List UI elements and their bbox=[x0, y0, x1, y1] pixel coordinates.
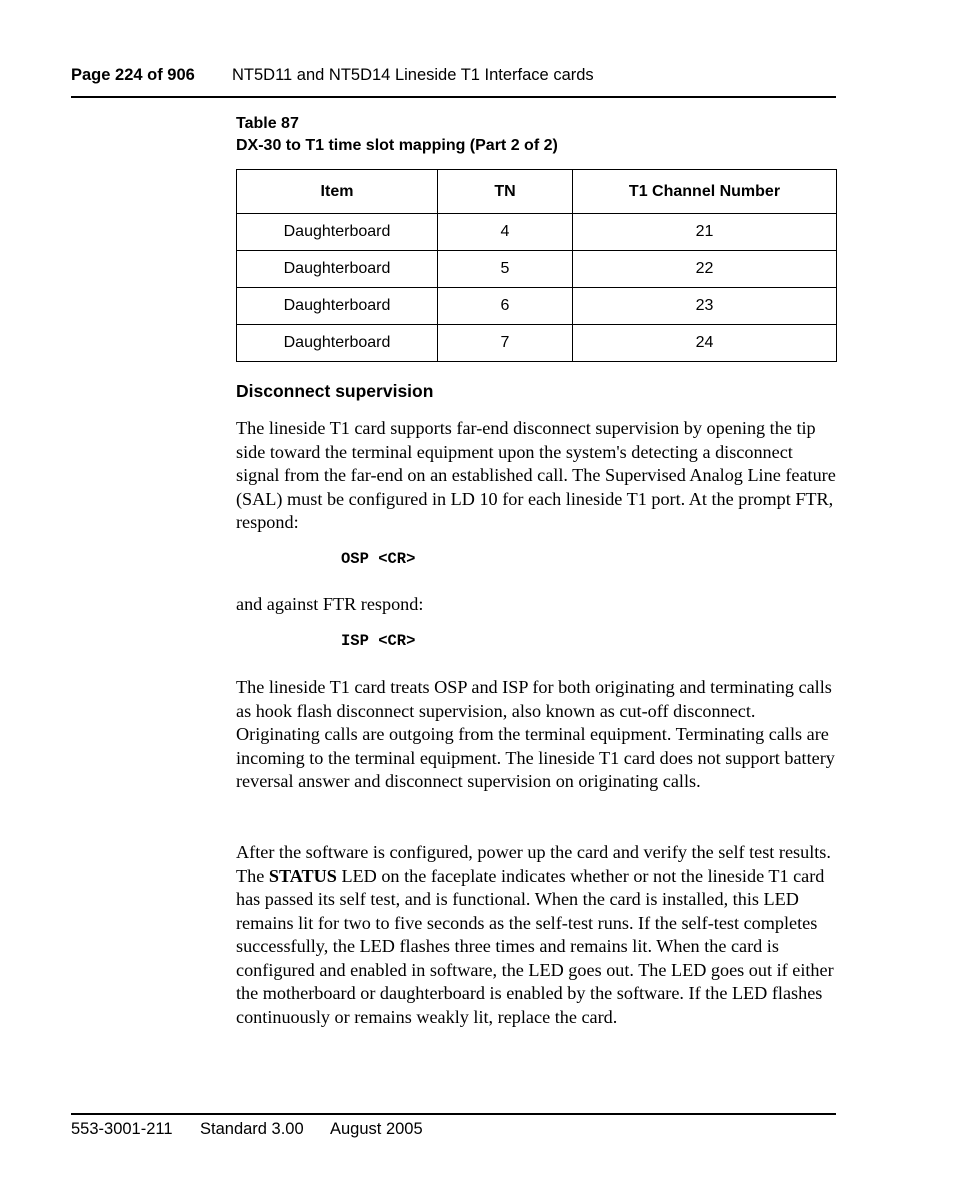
table-header-row bbox=[237, 170, 837, 214]
cell-channel: 22 bbox=[573, 251, 837, 288]
page-footer bbox=[71, 1113, 836, 1139]
cell-item: Daughterboard bbox=[237, 251, 438, 288]
body-paragraph: and against FTR respond: bbox=[236, 594, 424, 614]
cell-channel: 23 bbox=[573, 288, 837, 325]
publication-date: August 2005 bbox=[330, 1120, 423, 1138]
section-heading: Disconnect supervision bbox=[236, 381, 434, 401]
status-led-label: STATUS bbox=[268, 865, 337, 886]
body-paragraph: The lineside T1 card supports far-end disconnect supervision by opening the tip side toward the terminal equipment upon the system's detecting a disconnect signal from the far-end on an established call. The Supervised Analog Line feature (SAL) must be configured in LD 10 for each lineside T1 port. At the prompt FTR, respond: bbox=[236, 418, 836, 532]
command-isp: ISP <CR> bbox=[341, 632, 416, 650]
cell-tn: 5 bbox=[438, 251, 573, 288]
paragraph-text: LED on the faceplate indicates whether or not the lineside T1 card has passed its self test, and is functional. When the card is installed, this LED remains lit for two to five seconds as the self-test runs. If the self-test completes successfully, the LED flashes three times and remains lit. When the card is configured and enabled in software, the LED goes out. The LED goes out if either the motherboard or daughterboard is enabled by the software. If the LED flashes continuously or remains weakly lit, replace the card. bbox=[236, 865, 834, 1027]
document-title: NT5D11 and NT5D14 Lineside T1 Interface cards bbox=[232, 66, 594, 84]
table-row bbox=[237, 251, 837, 288]
body-paragraph bbox=[236, 841, 838, 1029]
time-slot-mapping-table bbox=[236, 169, 837, 362]
cell-channel: 24 bbox=[573, 325, 837, 362]
cell-channel: 21 bbox=[573, 214, 837, 251]
paragraph-text: After the software is configured, power up the card and verify the self test results. The bbox=[236, 842, 831, 886]
cell-item: Daughterboard bbox=[237, 325, 438, 362]
cell-tn: 4 bbox=[438, 214, 573, 251]
column-header-t1-channel-number: T1 Channel Number bbox=[573, 170, 837, 214]
page-number: Page 224 of 906 bbox=[71, 66, 195, 84]
table-row bbox=[237, 325, 837, 362]
column-header-item: Item bbox=[237, 170, 438, 214]
table-title: DX-30 to T1 time slot mapping (Part 2 of 2) bbox=[236, 137, 558, 154]
standard-version: Standard 3.00 bbox=[200, 1120, 304, 1138]
cell-item: Daughterboard bbox=[237, 288, 438, 325]
table-number: Table 87 bbox=[236, 115, 299, 132]
cell-tn: 6 bbox=[438, 288, 573, 325]
cell-tn: 7 bbox=[438, 325, 573, 362]
column-header-tn: TN bbox=[438, 170, 573, 214]
table-caption bbox=[236, 113, 558, 157]
table-row bbox=[237, 288, 837, 325]
page-header bbox=[71, 66, 836, 98]
table-row bbox=[237, 214, 837, 251]
body-paragraph: The lineside T1 card treats OSP and ISP for both originating and terminating calls as hook flash disconnect supervision, also known as cut-off disconnect. Originating calls are outgoing from the terminal equipment. Terminating calls are incoming to the terminal equipment. The lineside T1 card does not support battery reversal answer and disconnect supervision on originating calls. bbox=[236, 677, 835, 791]
cell-item: Daughterboard bbox=[237, 214, 438, 251]
document-number: 553-3001-211 bbox=[71, 1120, 173, 1138]
command-osp: OSP <CR> bbox=[341, 550, 416, 568]
